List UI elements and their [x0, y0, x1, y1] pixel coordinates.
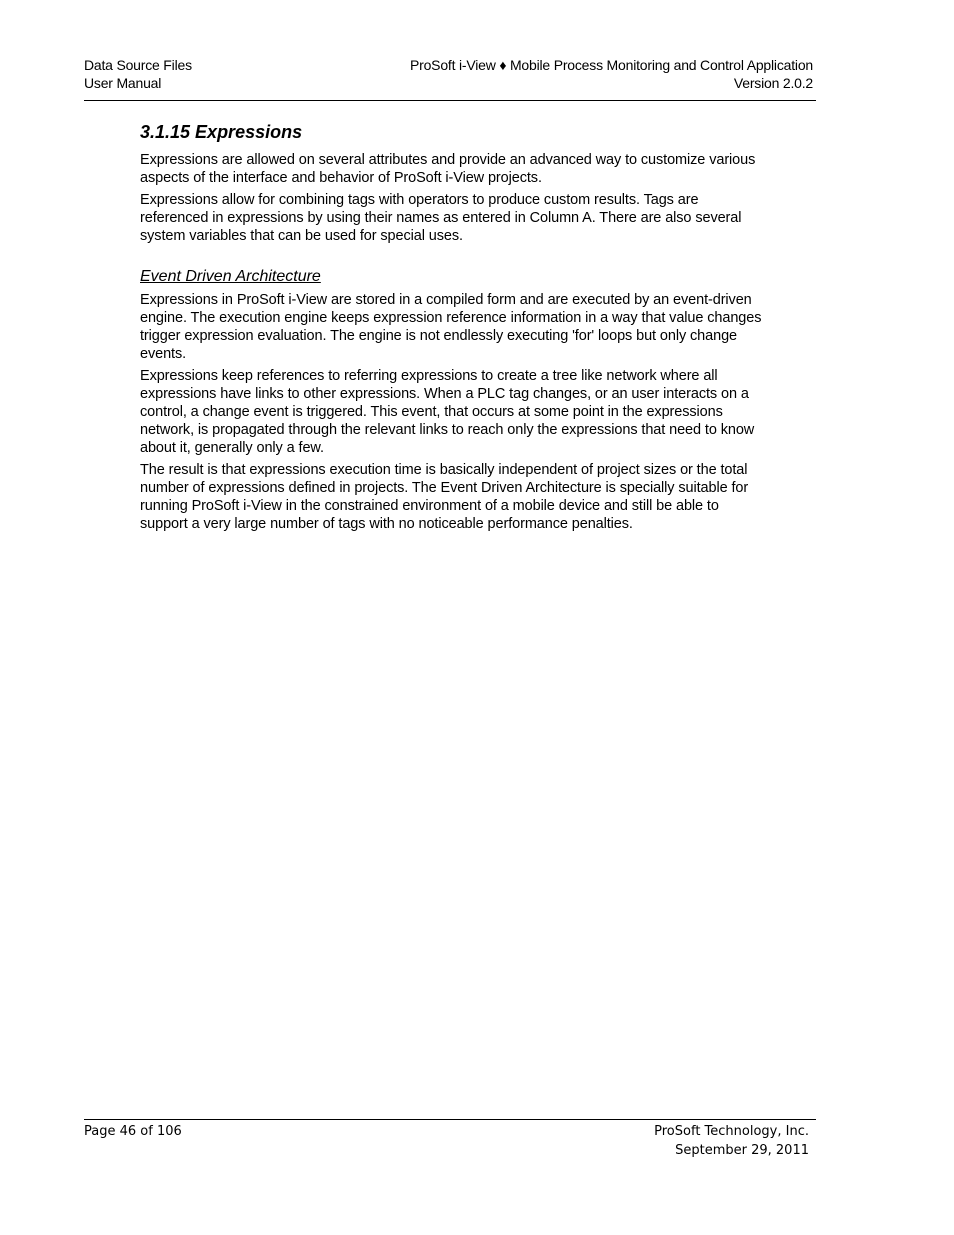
- header-left: [84, 56, 192, 92]
- header-version: Version 2.0.2: [733, 75, 813, 91]
- subsection-paragraph: The result is that expressions execution time is basically independent of project sizes or the total number of expressions defined in projects. The Event Driven Architecture is specially suitable for running ProSoft i-View in the constrained environment of a mobile device and still be able to support a very large number of tags with no noticeable performance penalties.: [140, 462, 749, 532]
- header-divider: [84, 100, 816, 101]
- header-product: ProSoft i-View ♦ Mobile Process Monitoring and Control Application: [410, 57, 813, 73]
- footer-divider: [84, 1119, 816, 1120]
- footer-date: September 29, 2011: [675, 1143, 809, 1158]
- footer-left: [84, 1122, 182, 1141]
- subsection-paragraph: Expressions keep references to referring expressions to create a tree like network where all expressions have links to other expressions. When a PLC tag changes, or an user interacts on a control, a change event is triggered. This event, that occurs at some point in the expressions network, is propagated through the relevant links to reach only the expressions that need to know about it, generally only a few.: [140, 368, 755, 456]
- header-manual: User Manual: [84, 75, 162, 91]
- subsection-paragraph: Expressions in ProSoft i-View are stored in a compiled form and are executed by an event-driven engine. The execution engine keeps expression reference information in a way that value changes trigger expression evaluation. The engine is not endlessly executing 'for' loops but only change events.: [140, 292, 762, 362]
- page-number: Page 46 of 106: [84, 1124, 182, 1139]
- footer-company: ProSoft Technology, Inc.: [654, 1124, 809, 1139]
- subsection-title: Event Driven Architecture: [140, 268, 321, 285]
- footer-right: [654, 1122, 809, 1160]
- section-paragraph: Expressions allow for combining tags with operators to produce custom results. Tags are referenced in expressions by using their names as entered in Column A. There are also several system variables that can be used for special uses.: [140, 192, 742, 244]
- section-title: 3.1.15 Expressions: [140, 122, 303, 142]
- header-right: [410, 56, 813, 92]
- main-content: [140, 121, 765, 537]
- header-chapter: Data Source Files: [84, 57, 192, 73]
- section-paragraph: Expressions are allowed on several attributes and provide an advanced way to customize various aspects of the interface and behavior of ProSoft i-View projects.: [140, 152, 756, 186]
